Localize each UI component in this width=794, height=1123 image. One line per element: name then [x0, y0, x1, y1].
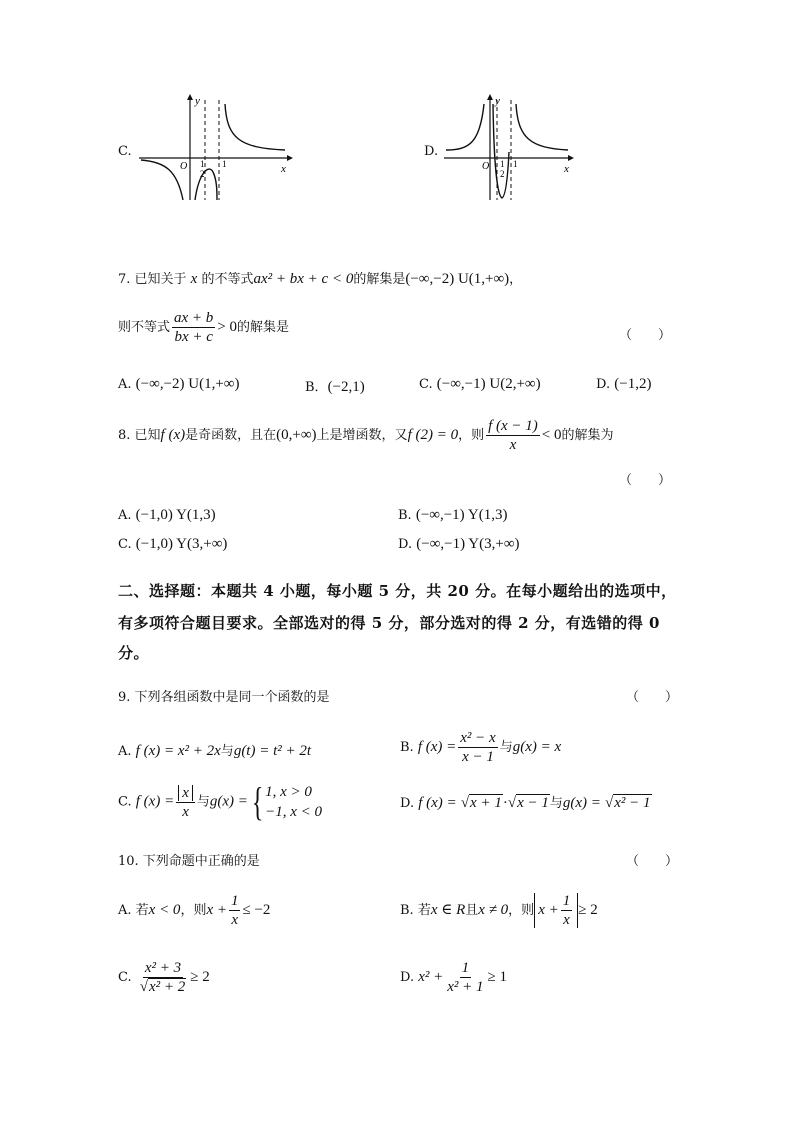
q10-option-b: B. 若x ∈ R且x ≠ 0，则 x + $\frac{1}{x}$ ≥ 2 [400, 893, 598, 928]
graph-d-y-arrow [487, 94, 493, 100]
graph-c-y-arrow [187, 94, 193, 100]
q10-option-a: A. 若x < 0，则x + $\frac{1}{x}$ ≤ −2 [118, 893, 271, 928]
graph-d-y-label: y [495, 95, 500, 107]
q9-c-fraction: $\frac{x}{x}$ [176, 785, 195, 820]
graph-d-half-num: 1 [500, 159, 505, 169]
q9-b-fraction: $\frac{\text{x² − x}}{x - 1}$ [460, 730, 496, 765]
graph-c-curve-right [225, 104, 285, 150]
q9-answer-paren: （ ） [626, 690, 679, 705]
section2-header-line1: 二、选择题：本题共 4 小题，每小题 5 分，共 20 分。在每小题给出的选项中， [118, 582, 677, 600]
graph-c-curve-middle [195, 169, 217, 200]
graph-d-curve-left [446, 104, 484, 150]
q7-option-d: D. (−1,2) [596, 376, 652, 392]
q7-line2: 则不等式 $\frac{ax + b}{bx + c}$ > 0的解集是 [118, 310, 290, 345]
section2-header-line2: 有多项符合题目要求。全部选对的得 5 分，部分选对的得 2 分，有选错的得 0 [118, 614, 660, 632]
q8-line1: 8. 已知f (x)是奇函数，且在(0,+∞)上是增函数，又f (2) = 0，则 $\frac{f (x - 1)}{x}$ < 0的解集为 [118, 418, 614, 453]
q10-stem: 10. 下列命题中正确的是 [118, 854, 260, 869]
graph-d-x-arrow [568, 155, 574, 161]
q10-answer-paren: （ ） [626, 854, 679, 869]
graph-d-curve-middle [493, 104, 509, 198]
graph-c-one-label: 1 [222, 159, 227, 169]
q10-d-fraction: $\frac{1}{\text{x² + 1}}$ [447, 960, 484, 995]
q8-option-c: C. (−1,0) Y(3,+∞) [118, 536, 228, 552]
q9-option-d: D. f (x) = √x + 1·√x − 1与g(x) = √x² − 1 [400, 795, 651, 811]
graph-c [135, 92, 295, 204]
graph-c-label: C. [118, 144, 132, 159]
q9-c-piecewise: { 1, x > 0 −1, x < 0 [251, 779, 323, 824]
q7-option-c: C. (−∞,−1) U(2,+∞) [419, 376, 541, 392]
graph-d-half-den: 2 [500, 169, 505, 179]
q8-option-a: A. (−1,0) Y(1,3) [118, 507, 216, 523]
graph-d-one-label: 1 [513, 159, 518, 169]
graph-c-half-num: 1 [200, 159, 205, 169]
graph-d-curve-right [516, 104, 568, 150]
q8-answer-paren: （ ） [619, 473, 672, 488]
q7-fraction: $\frac{ax + b}{bx + c}$ [174, 310, 214, 345]
graph-c-half-den: 2 [200, 169, 205, 179]
q8-option-d: D. (−∞,−1) Y(3,+∞) [398, 536, 520, 552]
graph-d-label: D. [424, 144, 439, 159]
q10-option-c: C. $\frac{\text{x² + 3}}{\text{√x² + 2}}$ ≥ 2 [118, 960, 210, 995]
graph-d-x-label: x [564, 163, 569, 175]
q9-stem: 9. 下列各组函数中是同一个函数的是 [118, 690, 330, 705]
graph-c-y-label: y [195, 95, 200, 107]
q10-a-fraction: $\frac{1}{x}$ [230, 893, 239, 928]
graph-c-curve-left [141, 160, 183, 200]
q10-c-fraction: $\frac{\text{x² + 3}}{\text{√x² + 2}}$ [139, 960, 186, 995]
q7-option-b: B．(−2,1) [305, 379, 365, 395]
section2-header-line3: 分。 [118, 644, 150, 662]
q9-option-a: A. f (x) = x² + 2x与g(t) = t² + 2t [118, 743, 312, 759]
graph-d-origin-label: O [482, 161, 490, 172]
q7-line1: 7. 已知关于 x 的不等式ax² + bx + c < 0的解集是(−∞,−2) U(1,+∞)， [118, 271, 523, 287]
q10-option-d: D. x² + $\frac{1}{\text{x² + 1}}$ ≥ 1 [400, 960, 508, 995]
q8-fraction: $\frac{f (x - 1)}{x}$ [488, 418, 538, 453]
q9-option-b: B. f (x) = $\frac{\text{x² − x}}{x - 1}$ 与g(x) = x [400, 730, 562, 765]
q8-option-b: B. (−∞,−1) Y(1,3) [398, 507, 508, 523]
graph-c-origin-label: O [180, 161, 188, 172]
graph-c-x-arrow [287, 155, 293, 161]
q7-answer-paren: （ ） [619, 328, 672, 343]
q10-b-absolute: x + $\frac{1}{x}$ [534, 893, 578, 928]
graph-d [440, 92, 580, 204]
q9-option-c: C. f (x) = $\frac{x}{x}$ 与g(x) = { 1, x > 0 −1, x < 0 [118, 779, 323, 824]
q10-b-fraction: $\frac{1}{x}$ [562, 893, 571, 928]
graph-c-x-label: x [281, 163, 286, 175]
q7-option-a: A. (−∞,−2) U(1,+∞) [118, 376, 240, 392]
